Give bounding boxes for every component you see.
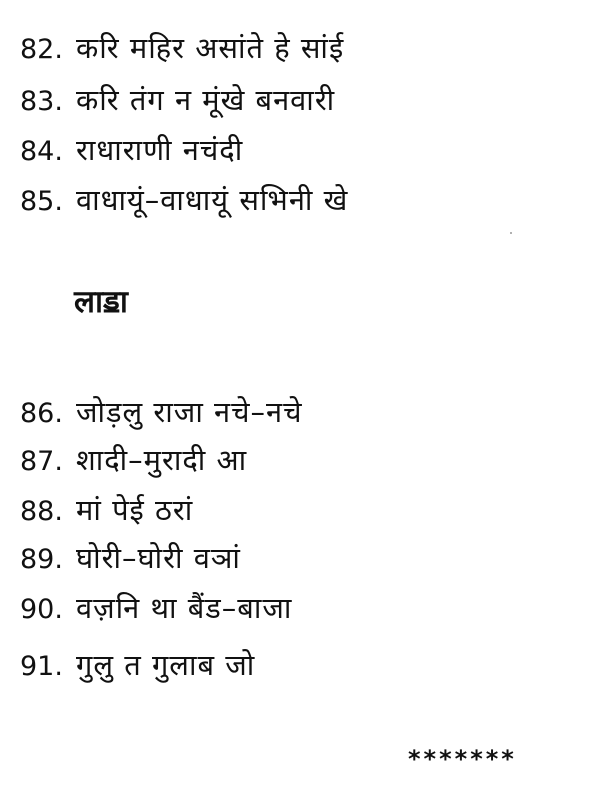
item-number: 89. [20, 544, 63, 575]
list-item [20, 588, 292, 624]
item-text: गुलु त गुलाब जो [76, 648, 256, 682]
list-item [20, 80, 335, 116]
item-number: 91. [20, 651, 63, 682]
end-marker: ******* [408, 745, 517, 773]
stray-mark [510, 232, 512, 234]
item-text: घोरी–घोरी वञां [76, 541, 241, 575]
item-number: 83. [20, 86, 63, 117]
item-text: शादी–मुरादी आ [76, 443, 248, 477]
list-item [20, 392, 303, 428]
item-text: वज़नि था बैंड–बाजा [76, 591, 293, 625]
item-text: राधाराणी नचंदी [76, 133, 244, 167]
list-item [20, 28, 344, 64]
list-item [20, 538, 241, 574]
item-text: मां पेई ठरां [76, 493, 194, 527]
list-item [20, 180, 348, 216]
item-number: 87. [20, 446, 63, 477]
list-item [20, 440, 247, 476]
item-text: वाधायूं–वाधायूं सभिनी खे [76, 183, 349, 217]
item-text: करि महिर असांते हे सांई [76, 31, 345, 65]
list-item [20, 490, 193, 526]
item-number: 85. [20, 186, 63, 217]
item-number: 82. [20, 34, 63, 65]
list-item [20, 130, 243, 166]
item-number: 86. [20, 398, 63, 429]
section-heading: लाॾा [74, 284, 128, 320]
item-text: जोड़लु राजा नचे–नचे [76, 395, 303, 429]
item-number: 90. [20, 594, 63, 625]
item-text: करि तंग न मूंखे बनवारी [76, 83, 336, 117]
item-number: 88. [20, 496, 63, 527]
list-item [20, 645, 255, 681]
item-number: 84. [20, 136, 63, 167]
